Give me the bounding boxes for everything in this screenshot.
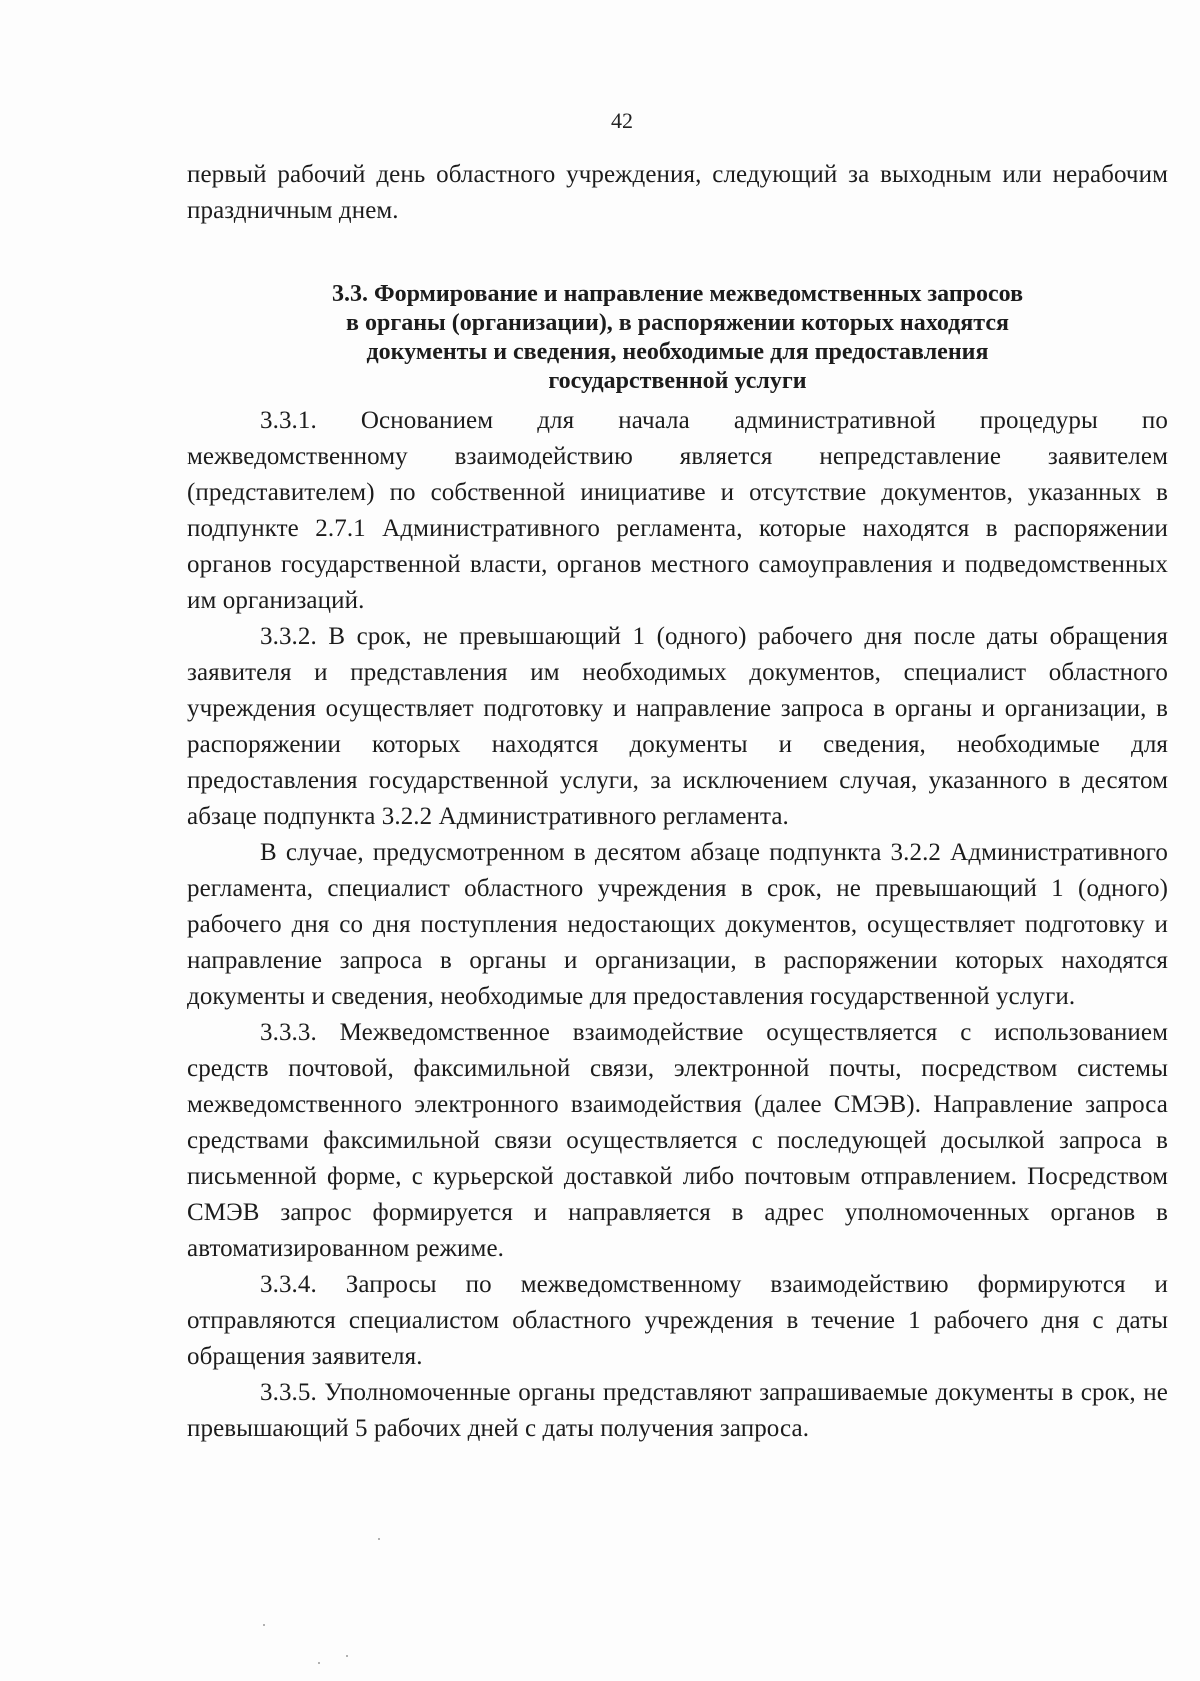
section-heading-line-1: 3.3. Формирование и направление межведомственных запросов <box>331 281 1024 307</box>
section-heading-line-3: документы и сведения, необходимые для предоставления <box>366 339 989 365</box>
paragraph-3-3-2: 3.3.2. В срок, не превышающий 1 (одного) рабочего дня после даты обращения заявителя и представления им необходимых документов, специалист областного учреждения осуществляет подготовку и направление запроса в органы и организации, в распоряжении которых находятся документы и сведения, необходимые для предоставления государственной услуги, за исключением случая, указанного в десятом абзаце подпункта 3.2.2 Административного регламента. <box>187 623 1168 830</box>
scan-speck <box>263 1624 265 1626</box>
section-heading-line-4: государственной услуги <box>548 368 807 394</box>
paragraph-3-3-5: 3.3.5. Уполномоченные органы представляют запрашиваемые документы в срок, не превышающий 5 рабочих дней с даты получения запроса. <box>187 1379 1168 1442</box>
paragraph-special-case: В случае, предусмотренном в десятом абзаце подпункта 3.2.2 Административного регламента, специалист областного учреждения в срок, не превышающий 1 (одного) рабочего дня со дня поступления недостающих документов, осуществляет подготовку и направление запроса в органы и организации, в распоряжении которых находятся документы и сведения, необходимые для предоставления государственной услуги. <box>187 839 1168 1010</box>
page-number: 42 <box>611 108 633 133</box>
paragraph-3-3-4: 3.3.4. Запросы по межведомственному взаимодействию формируются и отправляются специалистом областного учреждения в течение 1 рабочего дня с даты обращения заявителя. <box>187 1271 1168 1370</box>
intro-paragraph-block <box>187 157 1168 229</box>
intro-paragraph: первый рабочий день областного учреждения, следующий за выходным или нерабочим праздничным днем. <box>187 161 1168 224</box>
scan-speck <box>318 1662 320 1664</box>
scan-speck <box>378 1538 380 1540</box>
section-heading-line-2: в органы (организации), в распоряжении которых находятся <box>346 310 1009 336</box>
section-body <box>187 403 1168 1447</box>
paragraph-3-3-3: 3.3.3. Межведомственное взаимодействие осуществляется с использованием средств почтовой, факсимильной связи, электронной почты, посредством системы межведомственного электронного взаимодействия (далее СМЭВ). Направление запроса средствами факсимильной связи осуществляется с последующей досылкой запроса в письменной форме, с курьерской доставкой либо почтовым отправлением. Посредством СМЭВ запрос формируется и направляется в адрес уполномоченных органов в автоматизированном режиме. <box>187 1019 1168 1262</box>
scan-speck <box>346 1655 348 1657</box>
section-heading <box>187 280 1168 396</box>
paragraph-3-3-1: 3.3.1. Основанием для начала административной процедуры по межведомственному взаимодействию является непредставление заявителем (представителем) по собственной инициативе и отсутствие документов, указанных в подпункте 2.7.1 Административного регламента, которые находятся в распоряжении органов государственной власти, органов местного самоуправления и подведомственных им организаций. <box>187 407 1168 614</box>
